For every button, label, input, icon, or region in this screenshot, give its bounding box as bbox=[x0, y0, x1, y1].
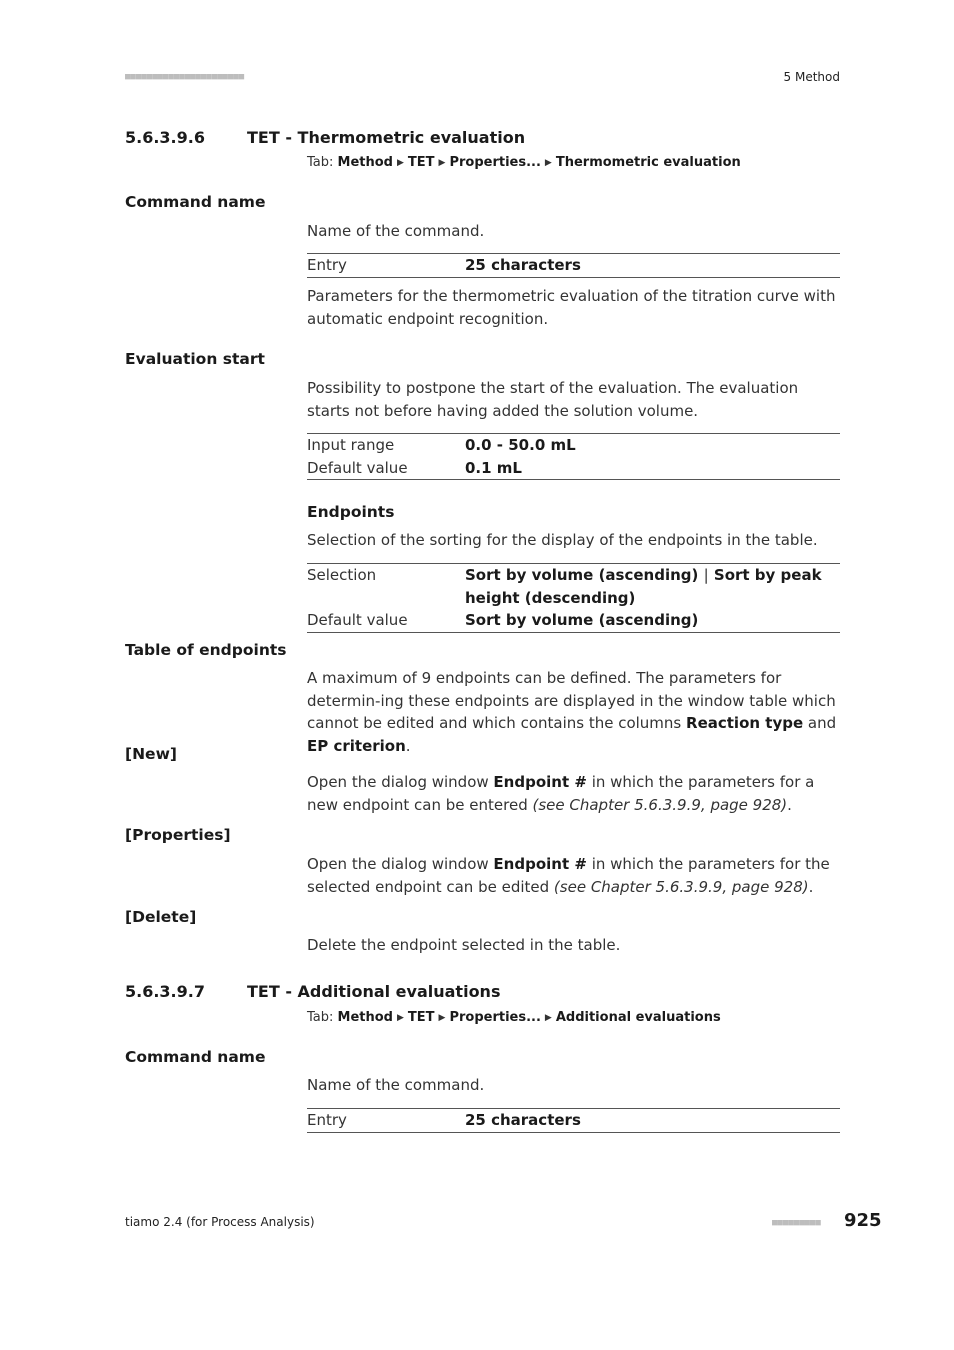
arrow-right-icon: ▶ bbox=[397, 1013, 404, 1023]
param-label-delete: [Delete] bbox=[125, 908, 197, 926]
arrow-right-icon: ▶ bbox=[397, 158, 404, 168]
arrow-right-icon: ▶ bbox=[438, 1013, 446, 1023]
tab-prefix: Tab: bbox=[307, 155, 334, 170]
param-key: Entry bbox=[307, 256, 347, 274]
section-heading-tet-additional bbox=[125, 982, 500, 1001]
dialog-name: Endpoint # bbox=[493, 855, 587, 873]
param-description: Delete the endpoint selected in the table. bbox=[307, 936, 621, 954]
param-value: 0.1 mL bbox=[465, 458, 522, 477]
param-row bbox=[307, 254, 840, 277]
tab-path bbox=[307, 155, 741, 170]
param-key: Input range bbox=[307, 436, 395, 454]
param-row bbox=[307, 457, 840, 480]
text-run: A maximum of 9 endpoints can be defined. The parameters for determin-ing these endpoints are displayed in the window table which cannot be edited and which contains the columns bbox=[307, 669, 836, 732]
text-run: . bbox=[808, 877, 814, 896]
param-description: Parameters for the thermometric evaluation of the titration curve with automatic endpoint recognition. bbox=[307, 287, 836, 328]
tab-path-item: Properties... bbox=[449, 1010, 541, 1025]
param-value: 25 characters bbox=[465, 1111, 581, 1129]
tab-path-item: Thermometric evaluation bbox=[555, 155, 741, 170]
text-run: and bbox=[803, 714, 837, 732]
text-run: in which the parameters for a new endpoint can be entered bbox=[307, 773, 815, 814]
selection-option: Sort by peak height (descending) bbox=[465, 566, 822, 607]
cross-reference-link[interactable]: (see Chapter 5.6.3.9.9, page 928) bbox=[553, 877, 809, 896]
footer-decoration: ■■■■■■■■■ bbox=[772, 1218, 821, 1228]
column-name: Reaction type bbox=[686, 714, 804, 732]
param-table-command-name bbox=[307, 253, 840, 278]
tab-path-item: Additional evaluations bbox=[555, 1010, 721, 1025]
text-run: in which the parameters for the selected endpoint can be edited bbox=[307, 855, 830, 896]
param-value: 25 characters bbox=[465, 256, 581, 274]
section-title: TET - Additional evaluations bbox=[247, 982, 501, 1001]
param-value bbox=[465, 564, 840, 609]
param-table-endpoints bbox=[307, 563, 840, 633]
param-description bbox=[307, 771, 842, 816]
arrow-right-icon: ▶ bbox=[544, 158, 552, 168]
running-header-chapter: 5 Method bbox=[783, 70, 840, 84]
param-label-command-name: Command name bbox=[125, 193, 266, 211]
dialog-name: Endpoint # bbox=[493, 773, 587, 791]
param-description: Name of the command. bbox=[307, 222, 485, 240]
param-table-evaluation-start bbox=[307, 433, 840, 480]
tab-path-item: Method bbox=[337, 155, 393, 170]
param-row bbox=[307, 1109, 840, 1132]
param-description: Name of the command. bbox=[307, 1076, 485, 1094]
tab-path-item: TET bbox=[407, 155, 435, 170]
param-description: Selection of the sorting for the display of the endpoints in the table. bbox=[307, 531, 818, 549]
text-run: Open the dialog window bbox=[307, 773, 494, 791]
tab-path bbox=[307, 1010, 721, 1025]
header-decoration: ■■■■■■■■■■■■■■■■■■■■■■ bbox=[125, 72, 245, 82]
arrow-right-icon: ▶ bbox=[438, 158, 446, 168]
param-value: 0.0 - 50.0 mL bbox=[465, 436, 576, 454]
page-number: 925 bbox=[844, 1210, 882, 1231]
section-number: 5.6.3.9.6 bbox=[125, 128, 205, 147]
text-run: Open the dialog window bbox=[307, 855, 494, 873]
footer-product-name: tiamo 2.4 (for Process Analysis) bbox=[125, 1215, 315, 1229]
section-heading-tet-thermometric bbox=[125, 128, 525, 147]
text-run: . bbox=[787, 795, 792, 814]
param-label-evaluation-start: Evaluation start bbox=[125, 350, 265, 368]
tab-path-item: TET bbox=[407, 1010, 435, 1025]
param-key: Entry bbox=[307, 1111, 347, 1129]
param-description bbox=[307, 667, 842, 757]
tab-path-item: Properties... bbox=[449, 155, 541, 170]
param-description bbox=[307, 853, 842, 898]
subheading-endpoints: Endpoints bbox=[307, 503, 395, 521]
param-row bbox=[307, 564, 840, 609]
selection-option: Sort by volume (ascending) bbox=[465, 566, 699, 584]
param-row bbox=[307, 434, 840, 457]
param-table-command-name bbox=[307, 1108, 840, 1133]
param-row bbox=[307, 609, 840, 632]
param-label-command-name: Command name bbox=[125, 1048, 266, 1066]
param-label-properties: [Properties] bbox=[125, 826, 231, 844]
param-key: Selection bbox=[307, 566, 377, 584]
param-label-table-of-endpoints: Table of endpoints bbox=[125, 641, 287, 659]
text-run: . bbox=[405, 736, 411, 755]
option-separator: | bbox=[703, 566, 709, 584]
cross-reference-link[interactable]: (see Chapter 5.6.3.9.9, page 928) bbox=[532, 795, 788, 814]
arrow-right-icon: ▶ bbox=[544, 1013, 552, 1023]
tab-path-item: Method bbox=[337, 1010, 393, 1025]
param-description: Possibility to postpone the start of the evaluation. The evaluation starts not before having added the solution volume. bbox=[307, 379, 799, 420]
column-name: EP criterion bbox=[307, 736, 406, 755]
section-title: TET - Thermometric evaluation bbox=[247, 128, 526, 147]
section-number: 5.6.3.9.7 bbox=[125, 982, 205, 1001]
tab-prefix: Tab: bbox=[307, 1010, 334, 1025]
param-key: Default value bbox=[307, 458, 408, 477]
param-label-new: [New] bbox=[125, 745, 177, 763]
param-value: Sort by volume (ascending) bbox=[465, 611, 699, 629]
param-key: Default value bbox=[307, 611, 408, 629]
